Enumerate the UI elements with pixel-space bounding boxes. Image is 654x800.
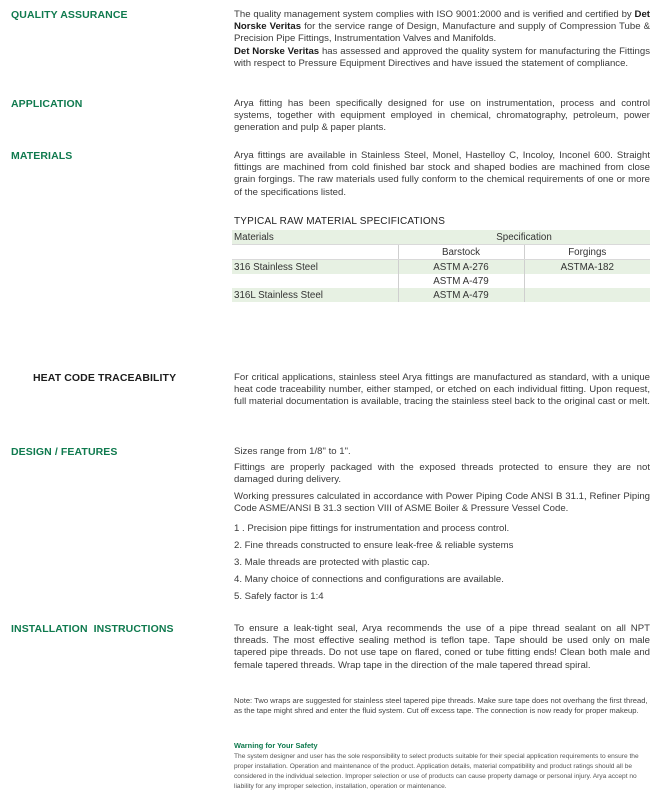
material-cell: 316L Stainless Steel bbox=[232, 288, 398, 302]
table-row bbox=[232, 260, 650, 275]
col-forgings: Forgings bbox=[524, 245, 650, 260]
design-features-heading: DESIGN / FEATURES bbox=[11, 446, 118, 458]
application-heading: APPLICATION bbox=[11, 98, 83, 110]
feature-item-1: 1 . Precision pipe fittings for instrumentation and process control. bbox=[234, 523, 510, 534]
warning-title: Warning for Your Safety bbox=[234, 741, 318, 750]
feature-item-5: 5. Safely factor is 1:4 bbox=[234, 591, 324, 602]
feature-item-2: 2. Fine threads constructed to ensure leak-free & reliable systems bbox=[234, 540, 514, 551]
quality-assurance-heading: QUALITY ASSURANCE bbox=[11, 9, 128, 21]
design-packaged: Fittings are properly packaged with the exposed threads protected to ensure they are not damaged during delivery. bbox=[234, 462, 650, 486]
table-row bbox=[232, 288, 650, 302]
table-header-row bbox=[232, 230, 650, 245]
heat-code-text: For critical applications, stainless steel Arya fittings are manufactured as standard, with a unique heat code traceability number, either stamped, or etched on each individual fitting. Upon request, full material documentation is available, tracing the stainless steel back to the original cast or melt. bbox=[234, 372, 650, 408]
col-barstock: Barstock bbox=[398, 245, 524, 260]
quality-p1-bold: Det Norske Veritas bbox=[234, 9, 650, 33]
quality-p1: The quality management system complies with ISO 9001:2000 and is verified and certified by bbox=[234, 9, 632, 20]
table-row bbox=[232, 274, 650, 288]
heat-code-heading: HEAT CODE TRACEABILITY bbox=[33, 372, 177, 384]
barstock-cell: ASTM A-276 bbox=[398, 260, 524, 275]
forgings-cell bbox=[524, 288, 650, 302]
materials-text: Arya fittings are available in Stainless Steel, Monel, Hastelloy C, Incoloy, Inconel 600. Straight fittings are machined from cold finished bar stock and shaped bodies are machined from close grain forgings. The raw materials used fully conform to the chemical requirements of one or more of the specifications listed. bbox=[234, 150, 650, 198]
table-subheader-row bbox=[232, 245, 650, 260]
col-materials: Materials bbox=[232, 230, 398, 245]
feature-item-3: 3. Male threads are protected with plastic cap. bbox=[234, 557, 430, 568]
forgings-cell: ASTMA-182 bbox=[524, 260, 650, 275]
quality-p1-rest: for the service range of Design, Manufacture and supply of Compression Tube & Precision Pipe Fittings, Instrumentation Valves and Manifolds. bbox=[234, 21, 650, 45]
spec-table-title: TYPICAL RAW MATERIAL SPECIFICATIONS bbox=[234, 216, 446, 227]
raw-material-spec-table bbox=[232, 230, 650, 302]
installation-heading: INSTALLATION INSTRUCTIONS bbox=[11, 623, 174, 635]
application-text: Arya fitting has been specifically designed for use on instrumentation, process and control systems, together with equipment employed in chemical, chromatography, petroleum, power generation and pulp & paper plants. bbox=[234, 98, 650, 134]
blank-cell bbox=[232, 245, 398, 260]
quality-assurance-text bbox=[234, 9, 650, 70]
quality-p2-rest: has assessed and approved the quality system for manufacturing the Fittings with respect to Pressure Equipment Directives and have issued the statement of compliance. bbox=[234, 45, 650, 69]
col-specification: Specification bbox=[398, 230, 650, 245]
design-pressures: Working pressures calculated in accordance with Power Piping Code ANSI B 31.1, Refiner Piping Code ASME/ANSI B 31.3 section VIII of ASME Boiler & Pressure Vessel Code. bbox=[234, 491, 650, 515]
barstock-cell: ASTM A-479 bbox=[398, 288, 524, 302]
material-cell bbox=[232, 274, 398, 288]
materials-heading: MATERIALS bbox=[11, 150, 73, 162]
installation-text: To ensure a leak-tight seal, Arya recommends the use of a pipe thread sealant on all NPT threads. The most effective sealing method is teflon tape. Tape should be used only on male tapered pipe threads. Do not use tape on flared, coned or tube fitting ends! Clean both male and female tapered threads. Wrap tape in the direction of the male tapered thread spiral. bbox=[234, 623, 650, 671]
material-cell: 316 Stainless Steel bbox=[232, 260, 398, 275]
quality-p2-bold: Det Norske Veritas bbox=[234, 45, 320, 57]
design-sizes: Sizes range from 1/8" to 1". bbox=[234, 446, 351, 457]
barstock-cell: ASTM A-479 bbox=[398, 274, 524, 288]
forgings-cell bbox=[524, 274, 650, 288]
feature-item-4: 4. Many choice of connections and configurations are available. bbox=[234, 574, 504, 585]
installation-note: Note: Two wraps are suggested for stainless steel tapered pipe threads. Make sure tape does not overhang the first thread, as the tape might shred and enter the fluid system. Cut off excess tape. The connection is now ready for proper makeup. bbox=[234, 696, 648, 715]
warning-text: The system designer and user has the sole responsibility to select products suitable for their special application requirements to ensure the proper installation. Operation and maintenance of the product. Application details, material compatibility and product ratings should all be considered in the individual selection. Improper selection or use of products can cause property damage or personal injury. Arya accept no liability for any improper selection, installation, operation or maintenance. bbox=[234, 753, 639, 790]
